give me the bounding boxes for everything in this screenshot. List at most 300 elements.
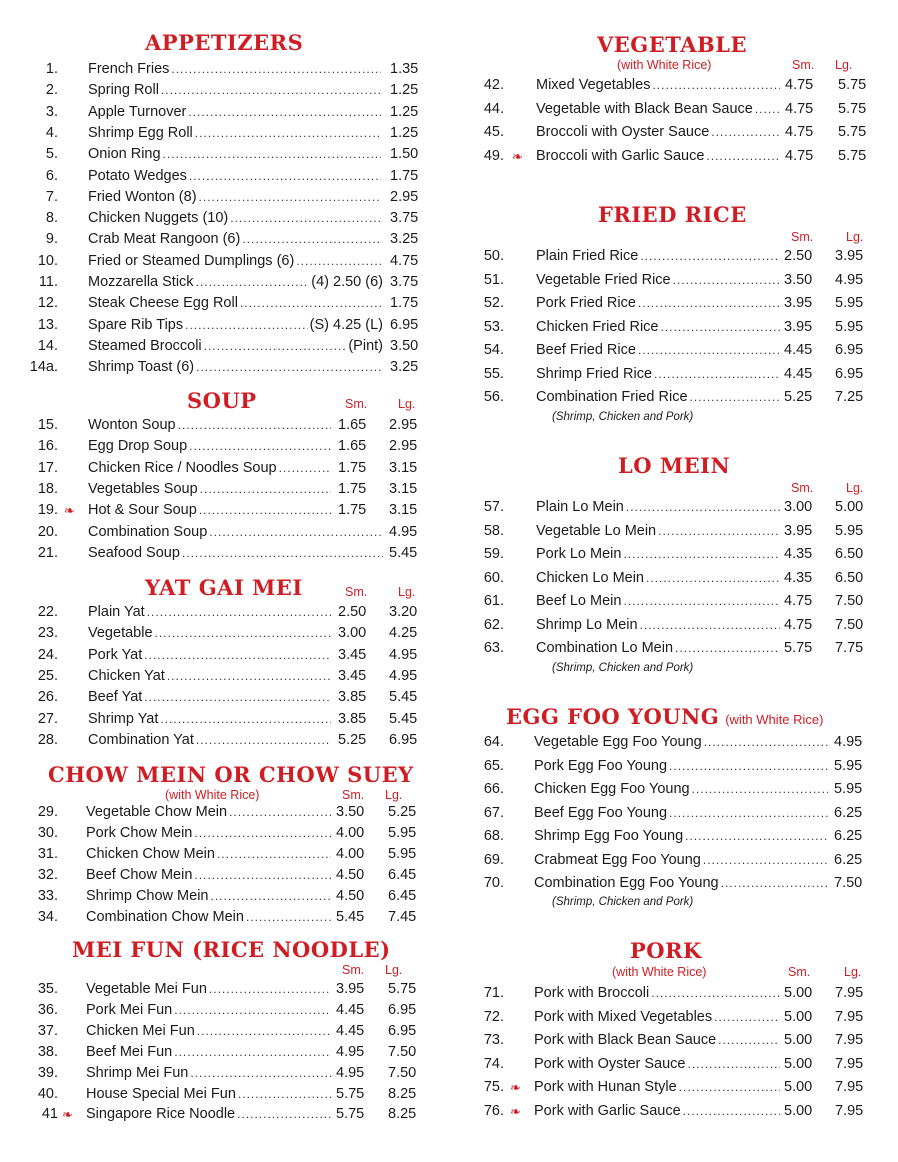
dot-leader [623, 591, 780, 612]
item-name-line [536, 638, 782, 659]
item-name: Seafood Soup [88, 544, 180, 561]
small-price: 5.25 [338, 731, 367, 748]
dot-leader [279, 458, 331, 479]
dot-leader [188, 102, 381, 123]
chow-sm-header: Sm. [342, 788, 365, 802]
item-name-line [536, 99, 782, 120]
dot-leader [652, 75, 780, 96]
menu-item [0, 80, 440, 101]
dot-leader [640, 246, 780, 267]
large-price: 5.00 [835, 499, 864, 515]
item-name-line [88, 208, 383, 229]
item-price: 2.95 [390, 188, 419, 205]
item-name: Vegetable Lo Mein [536, 522, 657, 539]
size-qualifier: (4) 2.50 (6) [311, 274, 383, 290]
small-price: 5.75 [784, 640, 813, 656]
menu-item [0, 144, 440, 165]
item-name: Broccoli with Oyster Sauce [536, 124, 710, 140]
item-name: Chicken Lo Mein [536, 569, 644, 586]
item-number: 16. [37, 438, 58, 455]
menu-item [452, 591, 892, 612]
large-price: 3.20 [389, 604, 418, 620]
meifun-sm-header: Sm. [342, 963, 365, 977]
item-price: 3.25 [390, 231, 419, 248]
item-name: Pork Egg Foo Young [534, 757, 668, 774]
item-number: 45. [483, 124, 504, 140]
menu-item [0, 979, 440, 1000]
friedrice-lg-header: Lg. [846, 230, 864, 244]
meifun-lg-header: Lg. [385, 963, 403, 977]
item-number: 52. [483, 295, 504, 311]
large-price: 7.75 [835, 640, 864, 656]
veg-lg-header: Lg. [835, 58, 853, 72]
item-name-line [86, 1063, 333, 1084]
item-name-line [536, 364, 782, 385]
dot-leader [204, 336, 347, 357]
item-number: 57. [483, 499, 504, 515]
large-price: 3.15 [389, 502, 418, 519]
item-name: Shrimp Yat [88, 710, 159, 727]
menu-item [452, 1077, 892, 1098]
item-number: 69. [483, 851, 504, 868]
item-number: 50. [483, 248, 504, 264]
item-name-line [534, 1101, 782, 1122]
large-price: 5.95 [835, 522, 864, 539]
item-name: Fried Wonton (8) [88, 188, 197, 205]
item-price: 1.35 [390, 61, 419, 77]
item-name-line [86, 1021, 333, 1042]
menu-item [452, 246, 892, 267]
item-name-line [88, 543, 385, 564]
menu-item [452, 826, 892, 847]
dot-leader [640, 615, 780, 636]
large-price: 7.95 [835, 1032, 864, 1048]
menu-item [0, 1042, 440, 1063]
small-price: 5.00 [784, 1032, 813, 1048]
item-price: 5.95 [834, 757, 863, 774]
small-price: 4.95 [336, 1043, 365, 1060]
dot-leader [189, 166, 381, 187]
dot-leader [199, 500, 331, 521]
dot-leader [675, 638, 780, 659]
hot-pepper-icon: ❧ [510, 1080, 521, 1095]
item-name-line [536, 293, 782, 314]
item-number: 27. [37, 710, 58, 727]
soup-sm-header: Sm. [345, 397, 368, 411]
dot-leader [182, 543, 383, 564]
item-number: 59. [483, 546, 504, 562]
item-name-line [86, 823, 333, 844]
large-price: 4.95 [389, 646, 418, 663]
dot-leader [711, 122, 780, 143]
hot-pepper-icon: ❧ [64, 503, 75, 519]
small-price: 2.50 [338, 604, 367, 620]
item-name-line [88, 709, 333, 730]
small-price: 3.50 [784, 271, 813, 288]
dot-leader [195, 123, 381, 144]
large-price: 3.15 [389, 459, 418, 476]
item-name-line [88, 336, 383, 357]
item-number: 44. [483, 100, 504, 117]
section-title-egg-foo-young: EGG FOO YOUNG (with White Rice) [506, 704, 824, 729]
item-number: 60. [483, 569, 504, 586]
small-price: 1.75 [338, 502, 367, 519]
fried-rice-note: (Shrimp, Chicken and Pork) [552, 411, 694, 423]
item-number: 9. [45, 231, 58, 248]
section-title-fried-rice: FRIED RICE [598, 202, 747, 227]
small-price: 4.35 [784, 546, 813, 562]
item-number: 23. [37, 625, 58, 642]
item-name-line [88, 293, 383, 314]
dot-leader [229, 802, 331, 823]
dot-leader [209, 979, 331, 1000]
item-number: 38. [37, 1043, 58, 1060]
menu-item [0, 187, 440, 208]
menu-item [0, 623, 440, 644]
menu-item [0, 102, 440, 123]
small-price: 1.65 [338, 438, 367, 455]
item-price: 4.95 [834, 734, 863, 750]
item-name-line [88, 187, 383, 208]
yat-sm-header: Sm. [345, 585, 368, 599]
item-name-line [534, 732, 830, 753]
item-name: Pork Chow Mein [86, 824, 193, 841]
item-name-line [86, 1000, 333, 1021]
item-number: 54. [483, 342, 504, 358]
dot-leader [623, 544, 780, 565]
large-price: 7.95 [835, 1055, 864, 1072]
item-name-line [88, 623, 333, 644]
menu-item [452, 732, 892, 753]
dot-leader [197, 1021, 331, 1042]
item-name: Vegetable Chow Mein [86, 804, 228, 820]
small-price: 3.45 [338, 667, 367, 684]
item-name-line [536, 387, 782, 408]
large-price: 5.95 [835, 318, 864, 335]
item-name-line [536, 246, 782, 267]
hot-pepper-icon: ❧ [512, 148, 523, 164]
chow-mein-subtitle: (with White Rice) [165, 788, 260, 802]
dot-leader [196, 357, 381, 378]
item-name: Spring Roll [88, 82, 159, 99]
hot-pepper-icon: ❧ [510, 1103, 521, 1119]
small-price: 3.00 [784, 499, 813, 515]
large-price: 7.95 [835, 1008, 864, 1025]
item-name-line [536, 317, 782, 338]
large-price: 3.15 [389, 480, 418, 497]
menu-item [452, 850, 892, 871]
item-number: 14. [37, 337, 58, 354]
menu-item [452, 340, 892, 361]
item-number: 7. [45, 188, 58, 205]
lo-mein-note: (Shrimp, Chicken and Pork) [552, 662, 694, 674]
menu-item [0, 123, 440, 144]
dot-leader [217, 844, 331, 865]
menu-item [0, 1084, 440, 1105]
menu-item [452, 364, 892, 385]
small-price: 4.95 [336, 1064, 365, 1081]
size-qualifier: (Pint) [348, 337, 383, 354]
dot-leader [673, 270, 780, 291]
large-price: 7.45 [388, 908, 417, 925]
item-name: House Special Mei Fun [86, 1085, 236, 1102]
item-number: 63. [483, 640, 504, 656]
item-name-line [88, 730, 333, 751]
item-number: 17. [37, 459, 58, 476]
dot-leader [669, 803, 828, 824]
menu-item [0, 602, 440, 623]
menu-item [452, 756, 892, 777]
item-name-line [88, 315, 383, 336]
item-name: Pork Yat [88, 646, 143, 663]
item-name: Apple Turnover [88, 103, 187, 120]
large-price: 6.95 [388, 1001, 417, 1018]
dot-leader [661, 317, 781, 338]
item-name-line [536, 615, 782, 636]
dot-leader [721, 873, 828, 894]
dot-leader [194, 823, 331, 844]
item-number: 70. [483, 875, 504, 891]
large-price: 7.50 [388, 1043, 417, 1060]
item-name: Chicken Nuggets (10) [88, 210, 229, 227]
item-name: Crab Meat Rangoon (6) [88, 231, 241, 248]
item-number: 14a. [29, 359, 58, 376]
item-name-line [88, 357, 383, 378]
small-price: 4.75 [784, 593, 813, 609]
large-price: 7.50 [835, 616, 864, 633]
large-price: 5.95 [388, 824, 417, 841]
dot-leader [703, 850, 828, 871]
large-price: 6.45 [388, 866, 417, 883]
menu-item [452, 544, 892, 565]
menu-item [452, 638, 892, 659]
friedrice-sm-header: Sm. [791, 230, 814, 244]
menu-item [452, 387, 892, 408]
dot-leader [230, 208, 381, 229]
menu-item [0, 823, 440, 844]
item-number: 68. [483, 828, 504, 844]
dot-leader [246, 907, 331, 928]
item-name: Chicken Mei Fun [86, 1022, 195, 1039]
large-price: 4.25 [389, 625, 418, 642]
item-number: 28. [37, 731, 58, 748]
small-price: 4.45 [784, 365, 813, 382]
menu-item [0, 802, 440, 823]
large-price: 5.95 [835, 295, 864, 311]
item-name: Pork with Hunan Style [534, 1079, 677, 1095]
item-name-line [536, 497, 782, 518]
small-price: 1.75 [338, 480, 367, 497]
item-number: 56. [483, 389, 504, 405]
menu-item [452, 122, 892, 143]
large-price: 7.25 [835, 389, 864, 405]
item-price: 6.25 [834, 851, 863, 868]
item-name: Combination Yat [88, 731, 194, 748]
menu-item [452, 615, 892, 636]
item-number: 49. [483, 147, 504, 164]
dot-leader [296, 251, 381, 272]
item-price: 1.25 [390, 124, 419, 141]
item-name: Vegetable Egg Foo Young [534, 734, 702, 750]
item-name-line [88, 522, 385, 543]
menu-item [0, 208, 440, 229]
item-name-line [86, 907, 333, 928]
menu-item [0, 1000, 440, 1021]
small-price: 3.95 [784, 295, 813, 311]
item-price: 1.25 [390, 82, 419, 99]
item-name-line [88, 229, 383, 250]
large-price: 7.95 [835, 1102, 864, 1119]
dot-leader [144, 687, 331, 708]
item-number: 37. [37, 1022, 58, 1039]
item-name-line [536, 591, 782, 612]
item-name: Plain Fried Rice [536, 248, 639, 264]
dot-leader [690, 387, 780, 408]
large-price: 5.25 [388, 804, 417, 820]
large-price: 4.95 [389, 523, 418, 540]
item-name: Shrimp Fried Rice [536, 365, 653, 382]
item-name-line [536, 75, 782, 96]
item-name: Steak Cheese Egg Roll [88, 295, 238, 312]
dot-leader [196, 272, 310, 293]
small-price: 4.75 [785, 77, 814, 93]
menu-item [0, 1104, 440, 1125]
item-name: Shrimp Toast (6) [88, 359, 195, 376]
menu-item [452, 1054, 892, 1075]
item-number: 5. [45, 146, 58, 163]
dot-leader [174, 1000, 331, 1021]
item-name: Beef Mei Fun [86, 1043, 173, 1060]
item-name-line [534, 873, 830, 894]
item-name: Onion Ring [88, 146, 161, 163]
item-number: 73. [483, 1032, 504, 1048]
item-name: Combination Fried Rice [536, 389, 688, 405]
item-number: 8. [45, 210, 58, 227]
section-title-vegetable: VEGETABLE [597, 32, 748, 57]
large-price: 5.75 [838, 124, 867, 140]
menu-item [0, 666, 440, 687]
dot-leader [174, 1042, 331, 1063]
item-name: Egg Drop Soup [88, 438, 188, 455]
dot-leader [200, 479, 331, 500]
small-price: 4.45 [784, 342, 813, 358]
item-name: Vegetable Fried Rice [536, 271, 671, 288]
menu-item [0, 500, 440, 521]
dot-leader [240, 293, 381, 314]
large-price: 2.95 [389, 438, 418, 455]
dot-leader [194, 865, 331, 886]
item-number: 30. [37, 824, 58, 841]
item-price: 6.25 [834, 828, 863, 844]
section-title-appetizers: APPETIZERS [145, 30, 304, 55]
item-number: 51. [483, 271, 504, 288]
menu-item [0, 357, 440, 378]
dot-leader [718, 1030, 780, 1051]
large-price: 5.75 [838, 147, 867, 164]
item-number: 15. [37, 417, 58, 433]
section-title-lo-mein: LO MEIN [618, 453, 731, 478]
item-number: 76. [483, 1102, 504, 1119]
item-name-line [86, 1084, 333, 1105]
small-price: 5.75 [336, 1085, 365, 1102]
pork-subtitle: (with White Rice) [612, 965, 707, 979]
large-price: 5.95 [388, 845, 417, 862]
item-name: Pork with Mixed Vegetables [534, 1008, 713, 1025]
item-name-line [536, 340, 782, 361]
chow-lg-header: Lg. [385, 788, 403, 802]
small-price: 4.00 [336, 824, 365, 841]
menu-item [0, 166, 440, 187]
item-name-line [86, 844, 333, 865]
item-name: Mozzarella Stick [88, 274, 194, 290]
dot-leader [185, 315, 308, 336]
large-price: 8.25 [388, 1085, 417, 1102]
dot-leader [163, 144, 381, 165]
item-price: 3.75 [390, 210, 419, 227]
menu-item [452, 1101, 892, 1122]
small-price: 4.50 [336, 887, 365, 904]
item-name: Pork Lo Mein [536, 546, 622, 562]
item-name-line [86, 886, 333, 907]
menu-item [0, 687, 440, 708]
small-price: 3.85 [338, 710, 367, 727]
dot-leader [638, 340, 780, 361]
dot-leader [683, 1101, 780, 1122]
item-name: Crabmeat Egg Foo Young [534, 851, 701, 868]
lomein-sm-header: Sm. [791, 481, 814, 495]
item-name: Beef Lo Mein [536, 593, 622, 609]
dot-leader [167, 666, 331, 687]
item-name: Shrimp Mei Fun [86, 1064, 189, 1081]
item-name: Fried or Steamed Dumplings (6) [88, 252, 295, 269]
large-price: 5.75 [838, 77, 867, 93]
item-name-line [88, 645, 333, 666]
dot-leader [679, 1077, 780, 1098]
item-name-line [536, 521, 782, 542]
dot-leader [178, 415, 331, 436]
small-price: 4.50 [336, 866, 365, 883]
large-price: 6.50 [835, 546, 864, 562]
item-name: Shrimp Egg Roll [88, 124, 193, 141]
small-price: 5.00 [784, 1102, 813, 1119]
dot-leader [144, 645, 331, 666]
small-price: 2.50 [784, 248, 813, 264]
item-number: 24. [37, 646, 58, 663]
item-name-line [88, 687, 333, 708]
large-price: 2.95 [389, 417, 418, 433]
item-number: 72. [483, 1008, 504, 1025]
item-name-line [534, 779, 830, 800]
item-number: 20. [37, 523, 58, 540]
item-number: 36. [37, 1001, 58, 1018]
item-name-line [536, 122, 782, 143]
dot-leader [651, 983, 780, 1004]
small-price: 4.75 [785, 124, 814, 140]
menu-item [452, 317, 892, 338]
small-price: 3.95 [784, 522, 813, 539]
small-price: 4.75 [785, 100, 814, 117]
item-name-line [536, 568, 782, 589]
small-price: 5.75 [336, 1106, 365, 1123]
small-price: 4.00 [336, 845, 365, 862]
dot-leader [199, 187, 381, 208]
item-name-line [88, 272, 383, 293]
small-price: 5.00 [784, 1055, 813, 1072]
item-number: 66. [483, 781, 504, 797]
veg-sm-header: Sm. [792, 58, 815, 72]
menu-item [0, 436, 440, 457]
dot-leader [654, 364, 780, 385]
